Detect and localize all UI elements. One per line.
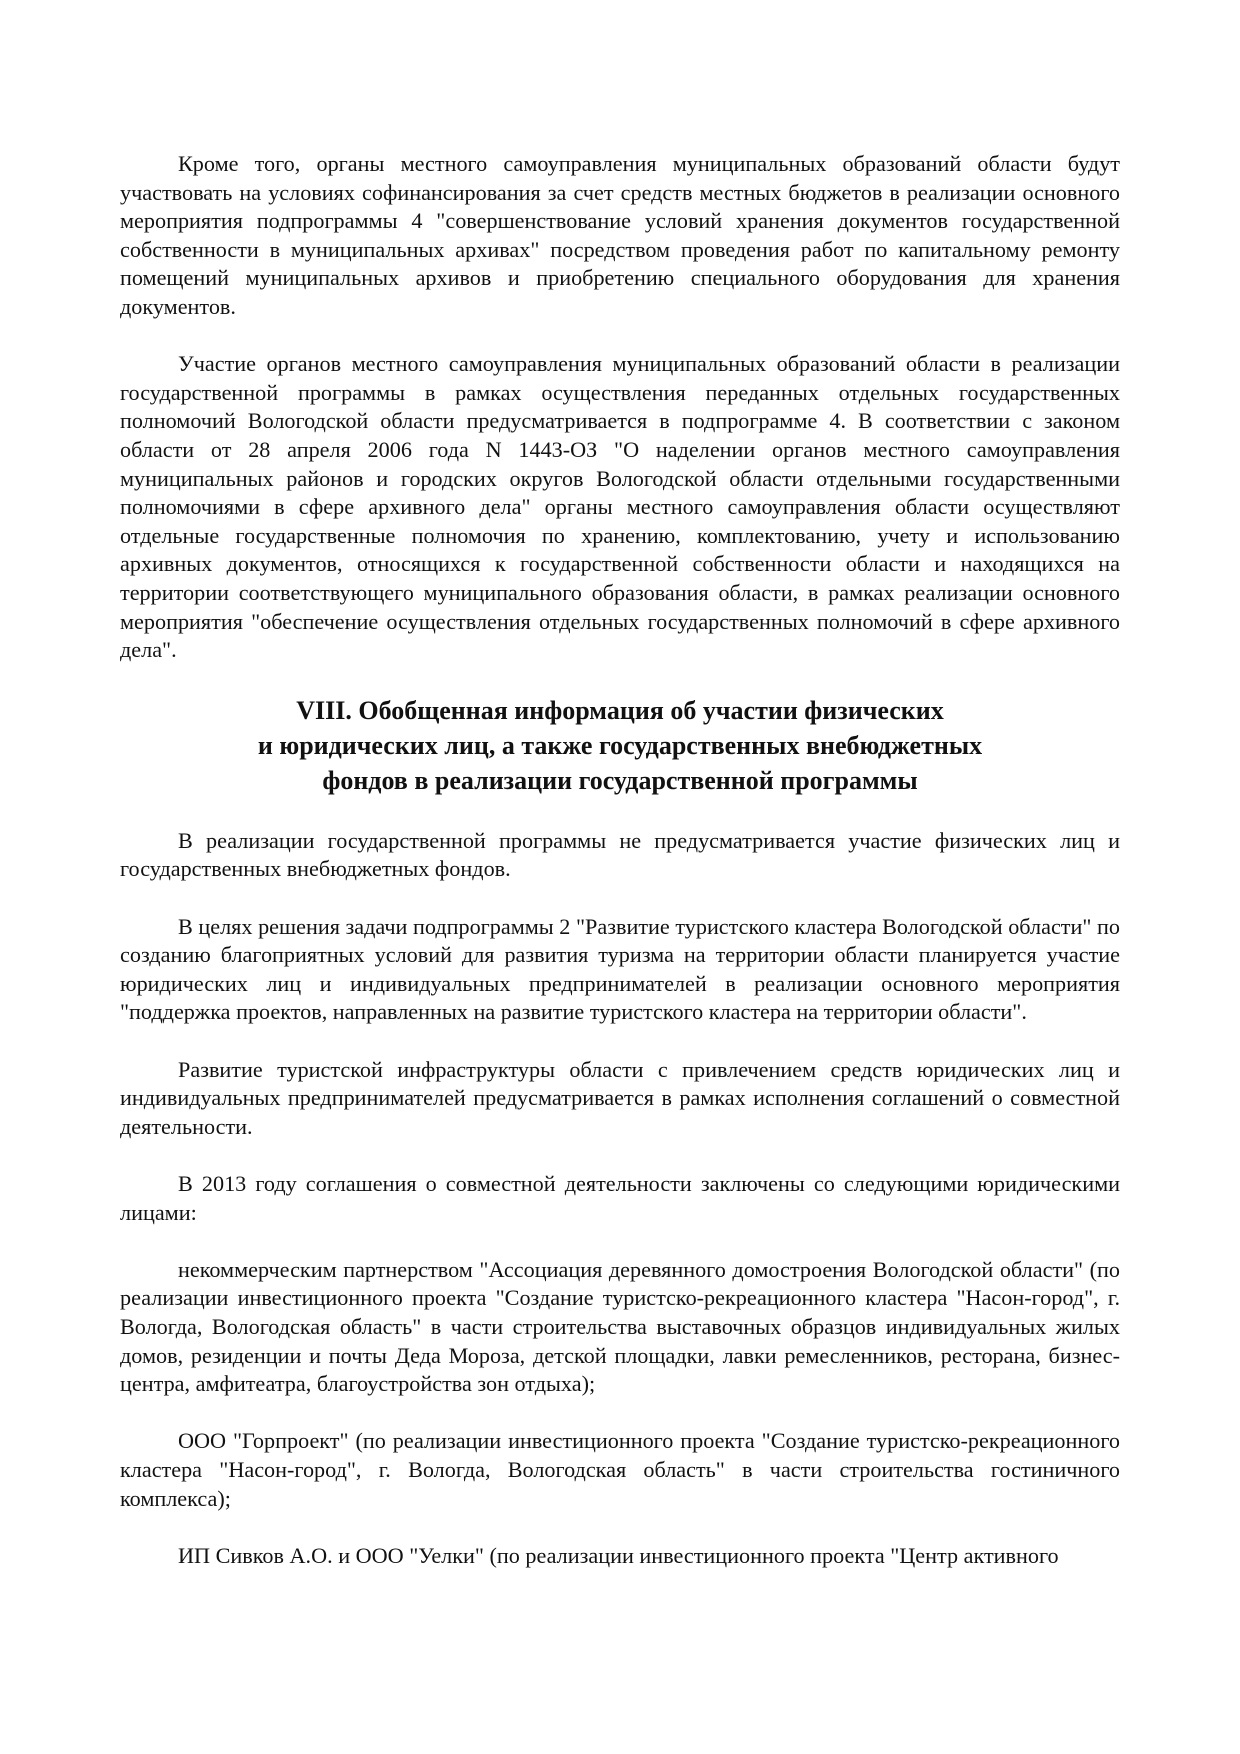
paragraph-tourism-infrastructure: Развитие туристской инфраструктуры области с привлечением средств юридических лиц и индивидуальных предпринимателей предусматривается в рамках исполнения соглашений о совместной деятельности. bbox=[120, 1056, 1120, 1139]
paragraph-no-individuals: В реализации государственной программы не предусматривается участие физических лиц и государственных внебюджетных фондов. bbox=[120, 827, 1120, 882]
section-heading-line-3: фондов в реализации государственной программы bbox=[322, 766, 918, 796]
section-heading-line-2: и юридических лиц, а также государственных внебюджетных bbox=[257, 731, 983, 761]
paragraph-sivkov-uelki: ИП Сивков А.О. и ООО "Уелки" (по реализации инвестиционного проекта "Центр активного bbox=[178, 1542, 1059, 1568]
document-page bbox=[120, 150, 1120, 1599]
section-heading-line-1: VIII. Обобщенная информация об участии физических bbox=[296, 696, 944, 726]
section-heading-viii bbox=[120, 693, 1120, 798]
paragraph-local-government-participation: Участие органов местного самоуправления муниципальных образований области в реализации государственной программы в рамках осуществления переданных отдельных государственных полномочий Вологодской области предусматривается в подпрограмме 4. В соответствии с законом области от 28 апреля 2006 года N 1443-ОЗ "О наделении органов местного самоуправления муниципальных районов и городских округов Вологодской области отдельными государственными полномочиями в сфере архивного дела" органы местного самоуправления области осуществляют отдельные государственные полномочия по хранению, комплектованию, учету и использованию архивных документов, относящихся к государственной собственности области и находящихся на территории соответствующего муниципального образования области, в рамках реализации основного мероприятия "обеспечение осуществления отдельных государственных полномочий в сфере архивного дела". bbox=[120, 351, 1120, 663]
paragraph-gorproekt: ООО "Горпроект" (по реализации инвестиционного проекта "Создание туристско-рекреационного кластера "Насон-город", г. Вологда, Вологодская область" в части строительства гостиничного комплекса); bbox=[120, 1428, 1120, 1511]
paragraph-cofinancing: Кроме того, органы местного самоуправления муниципальных образований области будут участвовать на условиях софинансирования за счет средств местных бюджетов в реализации основного мероприятия подпрограммы 4 "совершенствование условий хранения документов государственной собственности в муниципальных архивах" посредством проведения работ по капитальному ремонту помещений муниципальных архивов и приобретению специального оборудования для хранения документов. bbox=[120, 151, 1120, 319]
paragraph-partnership-wooden-housing: некоммерческим партнерством "Ассоциация деревянного домостроения Вологодской области" (по реализации инвестиционного проекта "Создание туристско-рекреационного кластера "Насон-город", г. Вологда, Вологодская область" в части строительства выставочных образцов индивидуальных жилых домов, резиденции и почты Деда Мороза, детской площадки, лавки ремесленников, ресторана, бизнес-центра, амфитеатра, благоустройства зон отдыха); bbox=[120, 1256, 1120, 1397]
paragraph-tourism-cluster-task: В целях решения задачи подпрограммы 2 "Развитие туристского кластера Вологодской области" по созданию благоприятных условий для развития туризма на территории области планируется участие юридических лиц и индивидуальных предпринимателей в реализации основного мероприятия "поддержка проектов, направленных на развитие туристского кластера на территории области". bbox=[120, 913, 1120, 1025]
paragraph-agreements-2013: В 2013 году соглашения о совместной деятельности заключены со следующими юридическими лицами: bbox=[120, 1171, 1120, 1225]
